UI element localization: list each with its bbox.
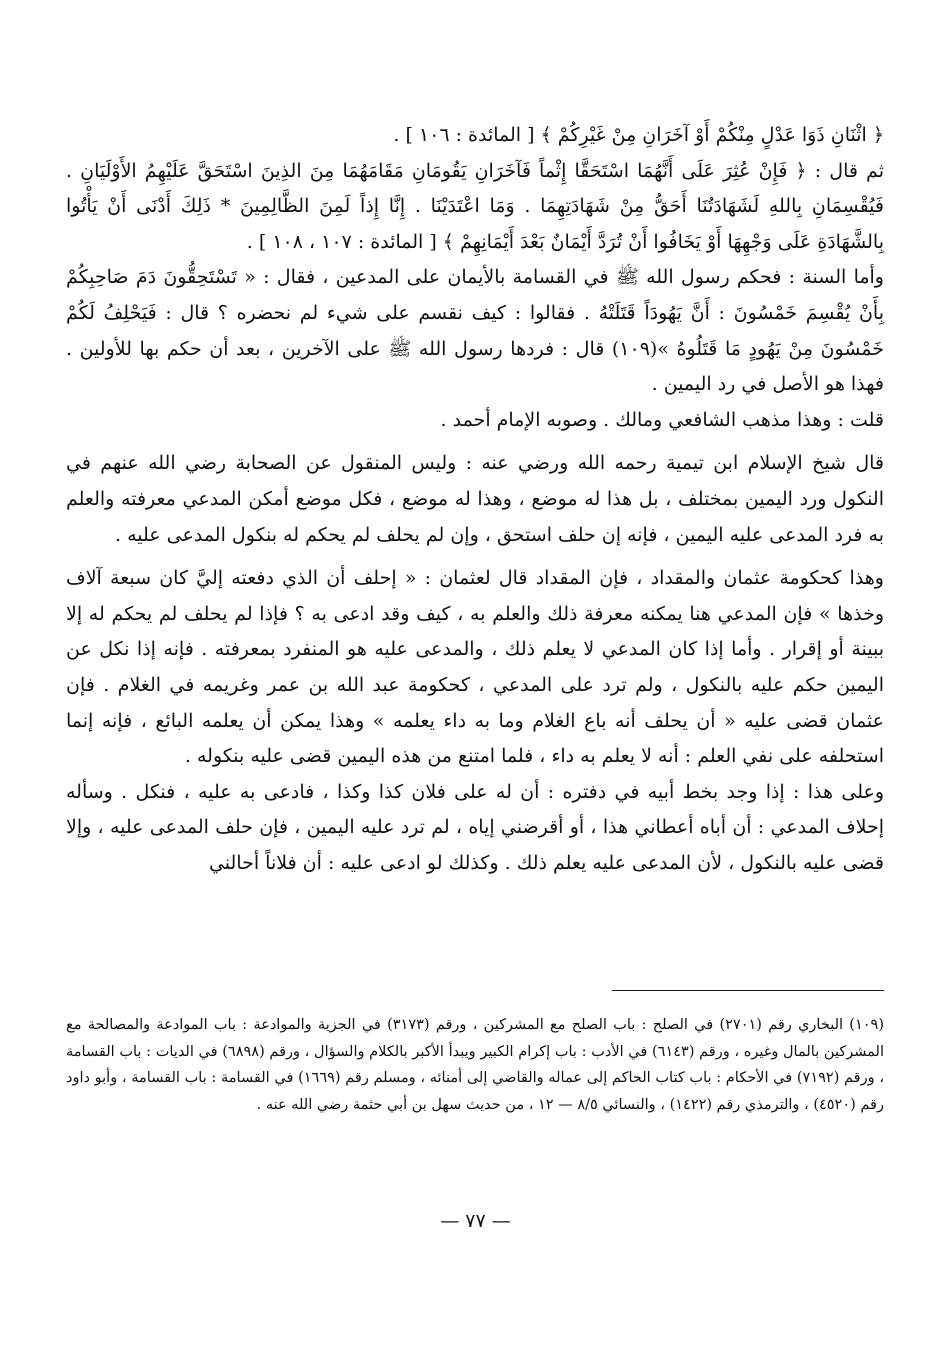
paragraph-quran-verse-106: ﴿ اثْنَانِ ذَوَا عَدْلٍ مِنْكُمْ أَوْ آخَرَانِ مِنْ غَيْرِكُمْ ﴾ [ المائدة : ١٠٦ ] .	[393, 124, 884, 146]
paragraph-ibn-taymiyyah: قال شيخ الإسلام ابن تيمية رحمه الله ورضي عنه : وليس المنقول عن الصحابة رضي الله عنهم في النكول ورد اليمين بمختلف ، بل هذا له موضع ، وهذا له موضع ، فكل موضع أمكن المدعي معرفته والعلم به فرد المدعى عليه اليمين ، فإنه إن حلف استحق ، وإن لم يحلف لم يحكم له بنكول المدعى عليه .	[66, 452, 884, 546]
paragraph-fathers-ledger: وعلى هذا : إذا وجد بخط أبيه في دفتره : أن له على فلان كذا وكذا ، فادعى به عليه ، فنكل . وسأله إحلاف المدعي : أن أباه أعطاني هذا ، أو أقرضني إياه ، لم ترد عليه اليمين ، فإن حلف المدعى عليه ، وإلا قضى عليه بالنكول ، لأن المدعى عليه يعلم ذلك . وكذلك لو ادعى عليه : أن فلاناً أحالني	[66, 780, 884, 874]
main-text	[66, 118, 884, 881]
footnote-109: (١٠٩) البخاري رقم (٢٧٠١) في الصلح : باب الصلح مع المشركين ، ورقم (٣١٧٣) في الجزية والموادعة : باب الموادعة والمصالحة مع المشركين بالمال وغيره ، ورقم (٦١٤٣) في الأدب : باب إكرام الكبير ويبدأ الأكبر بالكلام والسؤال ، ورقم (٦٨٩٨) في الديات : باب القسامة ، ورقم (٧١٩٢) في الأحكام : باب كتاب الحاكم إلى عماله والقاضي إلى أمنائه ، ومسلم رقم (١٦٦٩) في القسامة : باب القسامة ، وأبو داود رقم (٤٥٢٠) ، والترمذي رقم (١٤٢٢) ، والنسائي ٨/٥ — ١٢ ، من حديث سهل بن أبي حثمة رضي الله عنه .	[66, 1017, 885, 1113]
footnote-divider	[612, 990, 884, 991]
page-body	[66, 118, 884, 881]
paragraph-sunnah: وأما السنة : فحكم رسول الله ﷺ في القسامة بالأيمان على المدعين ، فقال : « تَسْتَحِقُّونَ دَمَ صَاحِبِكُمْ بِأَنْ يُقْسِمَ خَمْسُونَ : أَنَّ يَهُودَاً قَتَلَتْهُ . فقالوا : كيف نقسم على شيء لم نحضره ؟ قال : فَيَحْلِفُ لَكُمْ خَمْسُونَ مِنْ يَهُودٍ مَا قَتَلُوهُ »(١٠٩) قال : فردها رسول الله ﷺ على الآخرين ، بعد أن حكم بها للأولين . فهذا هو الأصل في رد اليمين .	[66, 266, 884, 396]
page-number: — ٧٧ —	[440, 1210, 511, 1232]
paragraph-uthman-miqdad: وهذا كحكومة عثمان والمقداد ، فإن المقداد قال لعثمان : « إحلف أن الذي دفعته إليَّ كان سبعة آلاف وخذها » فإن المدعي هنا يمكنه معرفة ذلك والعلم به ، كيف وقد ادعى به ؟ فإذا لم يحلف لم يحكم له إلا ببينة أو إقرار . وأما إذا كان المدعي لا يعلم ذلك ، والمدعى عليه هو المنفرد بمعرفته . فإنه إذا نكل عن اليمين حكم عليه بالنكول ، ولم ترد على المدعي ، كحكومة عبد الله بن عمر وغريمه في الغلام . فإن عثمان قضى عليه « أن يحلف أنه باع الغلام وما به داء يعلمه » وهذا يمكن أن يعلمه البائع ، فإنه إنما استحلفه على نفي العلم : أنه لا يعلم به داء ، فلما امتنع من هذه اليمين قضى عليه بنكوله .	[66, 567, 884, 768]
paragraph-gap	[66, 553, 884, 561]
paragraph-gap	[66, 438, 884, 446]
paragraph-author-note: قلت : وهذا مذهب الشافعي ومالك . وصوبه الإمام أحمد .	[440, 408, 884, 431]
paragraph-quran-verses-107-108: ثم قال : ﴿ فَإِنْ عُثِرَ عَلَى أَنَّهُمَا اسْتَحَقَّا إِثْماً فَآخَرَانِ يَقُومَانِ مَقَامَهُمَا مِنَ الذِينَ اسْتَحَقَّ عَلَيْهِمُ الأَوْلَيَانِ . فَيُقْسِمَانِ بِاللهِ لَشَهَادَتُنَا أَحَقُّ مِنْ شَهَادَتِهِمَا . وَمَا اعْتَدَيْنَا . إِنَّا إِذاً لَمِنَ الظَّالِمِينَ * ذَلِكَ أَدْنَى أَنْ يَأْتُوا بِالشَّهَادَةِ عَلَى وَجْهِهَا أَوْ يَخَافُوا أَنْ تُرَدَّ أَيْمَانٌ بَعْدَ أَيْمَانِهِمْ ﴾ [ المائدة : ١٠٧ ، ١٠٨ ] .	[66, 159, 884, 253]
footnotes	[66, 1012, 884, 1118]
